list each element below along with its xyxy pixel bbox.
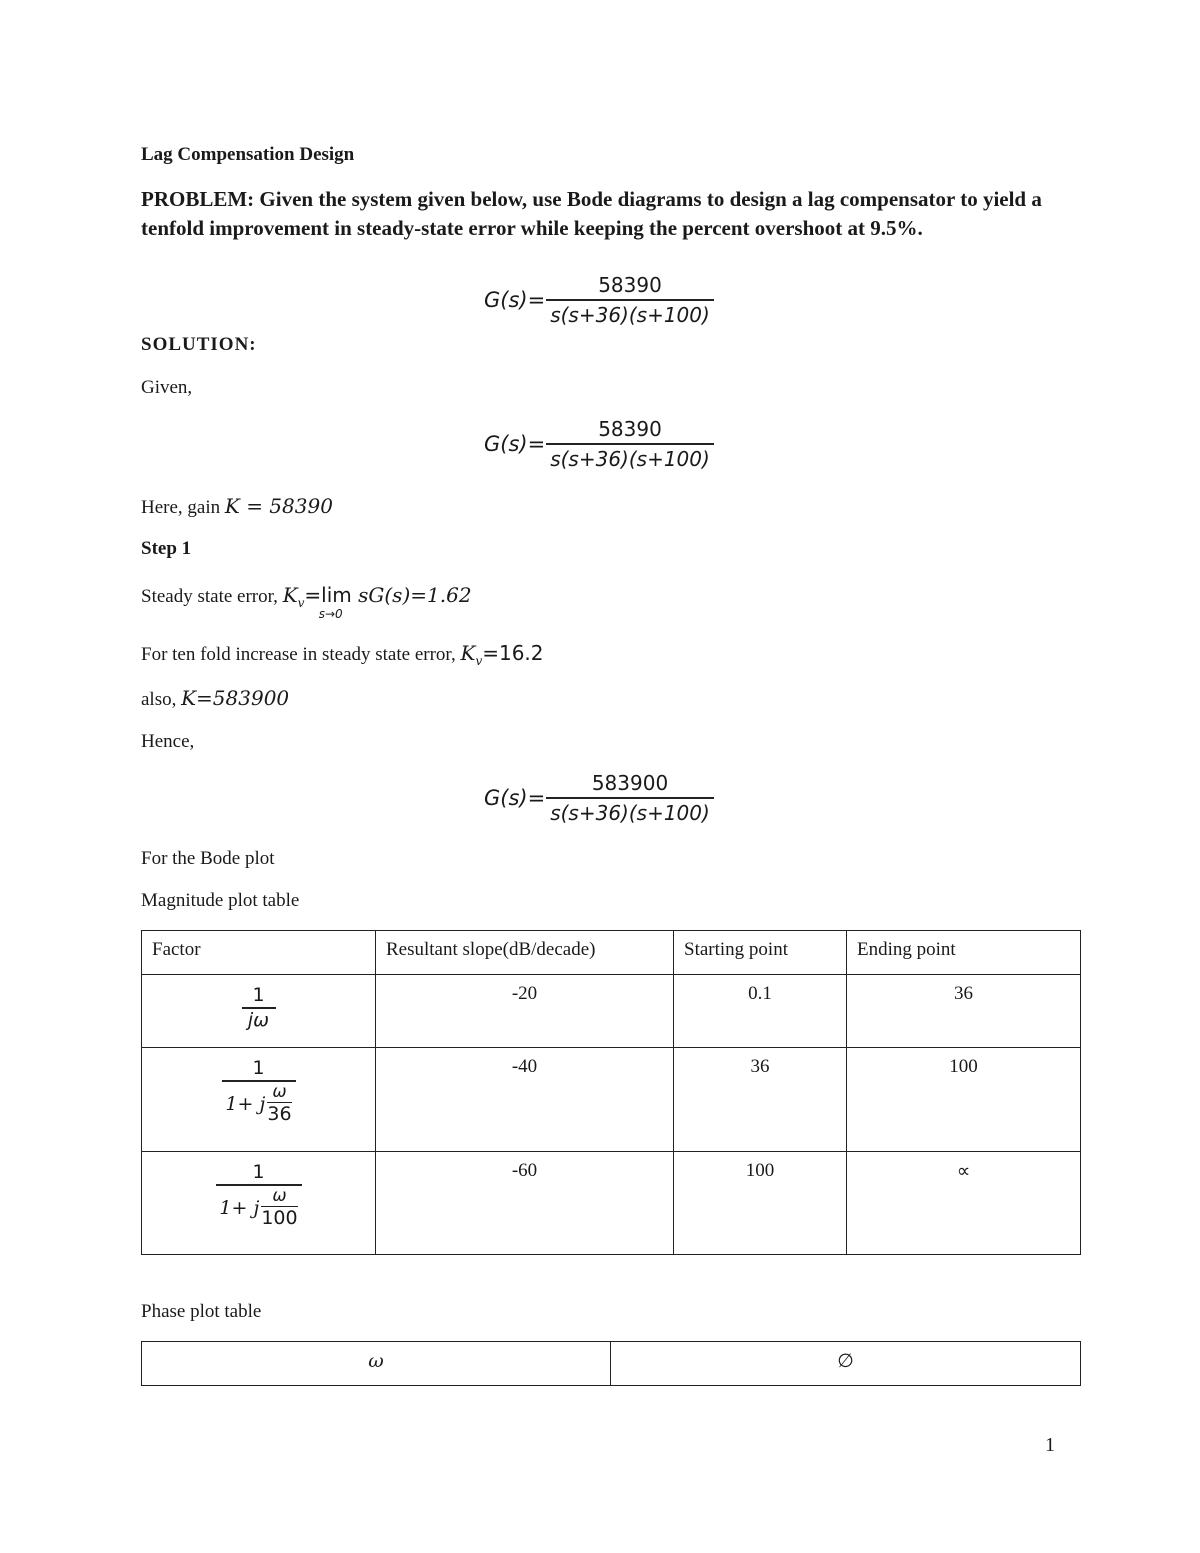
- start-cell: 100: [674, 1152, 847, 1255]
- given-label: Given,: [141, 377, 193, 398]
- eq-numerator: 58390: [598, 273, 662, 297]
- factor-numerator: 1: [252, 1161, 265, 1183]
- step-1-heading: Step 1: [141, 538, 192, 559]
- problem-statement: PROBLEM: Given the system given below, use Bode diagrams to design a lag compensator to yield a tenfold improvement in steady-state error while keeping the percent overshoot at 9.5%.: [141, 187, 1042, 240]
- sse-lim-sub: s→0: [318, 607, 343, 621]
- factor-denominator: [225, 1082, 291, 1125]
- header-omega: ω: [142, 1342, 611, 1386]
- factor-fraction: [152, 1160, 365, 1229]
- eq-lhs: G(s)=: [484, 786, 546, 810]
- start-cell: 0.1: [674, 975, 847, 1048]
- tenfold-k-sub: v: [475, 654, 483, 668]
- factor-cell: [142, 1152, 376, 1255]
- gain-line: [141, 494, 333, 519]
- header-end: Ending point: [847, 931, 1081, 975]
- also-text: also,: [141, 689, 177, 710]
- header-start: Starting point: [674, 931, 847, 975]
- table-header-row: [142, 931, 1081, 975]
- sub-denominator: 100: [261, 1207, 298, 1229]
- sse-lim: =lim: [304, 583, 352, 607]
- slope-cell: -60: [376, 1152, 674, 1255]
- bode-plot-text: For the Bode plot: [141, 848, 275, 869]
- page-number: 1: [1045, 1434, 1055, 1456]
- tenfold-equation: [460, 641, 544, 668]
- eq-numerator: 58390: [598, 417, 662, 441]
- transfer-function-eq-1: [484, 268, 714, 332]
- factor-numerator: 1: [252, 1057, 265, 1079]
- eq-numerator: 583900: [591, 771, 669, 795]
- steady-state-error-line: [141, 583, 472, 621]
- factor-denominator: jω: [247, 1009, 270, 1031]
- header-slope: Resultant slope(dB/decade): [376, 931, 674, 975]
- end-cell: 36: [847, 975, 1081, 1048]
- eq-denominator: s(s+36)(s+100): [550, 303, 710, 327]
- table-row: [142, 1048, 1081, 1152]
- sse-rhs: sG(s)=1.62: [358, 583, 472, 607]
- slope-cell: -40: [376, 1048, 674, 1152]
- phase-plot-table: [141, 1341, 1081, 1386]
- document-title: Lag Compensation Design: [141, 144, 355, 165]
- sub-denominator: 36: [267, 1103, 292, 1125]
- sub-numerator: ω: [272, 1186, 287, 1206]
- tenfold-text: For ten fold increase in steady state error,: [141, 644, 456, 665]
- header-phase: ∅: [611, 1342, 1081, 1386]
- magnitude-plot-table: [141, 930, 1081, 1255]
- table-row: [142, 1152, 1081, 1255]
- table-header-row: [142, 1342, 1081, 1386]
- header-factor: Factor: [142, 931, 376, 975]
- tenfold-k: K: [460, 641, 476, 665]
- end-cell: 100: [847, 1048, 1081, 1152]
- tenfold-line: [141, 641, 544, 668]
- sse-k-sub: v: [297, 596, 305, 610]
- den-subfraction: [261, 1186, 297, 1229]
- tenfold-rhs: =16.2: [482, 641, 544, 665]
- gain-text: Here, gain: [141, 497, 221, 518]
- eq-lhs: G(s)=: [484, 432, 546, 456]
- den-prefix: 1+ j: [219, 1196, 260, 1219]
- transfer-function-eq-3: [484, 766, 714, 830]
- sse-equation: [282, 583, 472, 621]
- factor-numerator: 1: [252, 984, 265, 1006]
- eq-fraction: [546, 417, 714, 471]
- eq-denominator: s(s+36)(s+100): [550, 801, 710, 825]
- factor-fraction: [152, 1056, 365, 1125]
- solution-label: SOLUTION:: [141, 334, 257, 355]
- table-row: [142, 975, 1081, 1048]
- factor-cell: [142, 1048, 376, 1152]
- den-prefix: 1+ j: [225, 1092, 266, 1115]
- eq-fraction: [546, 273, 714, 327]
- factor-denominator: [219, 1186, 297, 1229]
- also-equation: K=583900: [181, 686, 290, 710]
- also-line: [141, 686, 289, 711]
- sse-k: K: [282, 583, 298, 607]
- gain-equation: K = 58390: [224, 494, 333, 518]
- factor-cell: [142, 975, 376, 1048]
- sse-text: Steady state error,: [141, 586, 278, 607]
- eq-fraction: [546, 771, 714, 825]
- transfer-function-eq-2: [484, 412, 714, 476]
- sub-numerator: ω: [272, 1082, 287, 1102]
- eq-denominator: s(s+36)(s+100): [550, 447, 710, 471]
- hence-label: Hence,: [141, 731, 195, 752]
- end-cell: ∝: [847, 1152, 1081, 1255]
- start-cell: 36: [674, 1048, 847, 1152]
- magnitude-table-label: Magnitude plot table: [141, 890, 300, 911]
- factor-fraction: [152, 983, 365, 1031]
- slope-cell: -20: [376, 975, 674, 1048]
- eq-lhs: G(s)=: [484, 288, 546, 312]
- den-subfraction: [267, 1082, 291, 1125]
- phase-table-label: Phase plot table: [141, 1301, 262, 1322]
